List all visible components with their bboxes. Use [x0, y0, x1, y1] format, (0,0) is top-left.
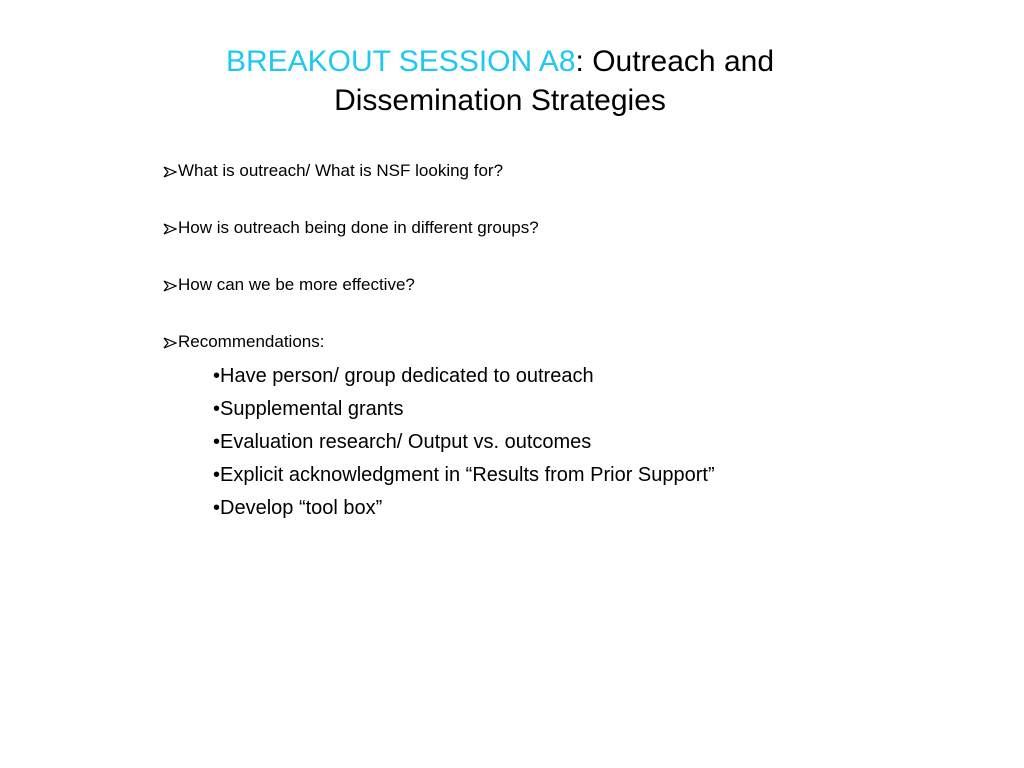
bullet-text: How can we be more effective? — [178, 275, 415, 294]
bullet-item — [163, 160, 503, 182]
arrow-bullet-icon — [163, 160, 178, 182]
recommendation-item: •Evaluation research/ Output vs. outcomes — [213, 431, 592, 453]
recommendations-list — [213, 360, 715, 525]
recommendation-item: •Supplemental grants — [213, 398, 404, 420]
bullet-text: Recommendations: — [178, 332, 325, 351]
recommendation-item: •Have person/ group dedicated to outreach — [213, 365, 594, 387]
slide-title — [120, 42, 880, 120]
arrow-bullet-icon — [163, 331, 178, 353]
bullet-item — [163, 217, 539, 239]
arrow-bullet-icon — [163, 274, 178, 296]
bullet-item — [163, 274, 415, 296]
bullet-text: How is outreach being done in different groups? — [178, 218, 539, 237]
arrow-bullet-icon — [163, 217, 178, 239]
title-highlight: BREAKOUT SESSION A8 — [225, 45, 576, 78]
bullet-text: What is outreach/ What is NSF looking for? — [178, 161, 504, 180]
bullet-item — [163, 331, 324, 353]
title-line-2: Dissemination Strategies — [334, 84, 666, 117]
recommendation-item: •Explicit acknowledgment in “Results from Prior Support” — [213, 464, 715, 486]
title-rest: : Outreach and — [575, 45, 775, 78]
recommendation-item: •Develop “tool box” — [213, 497, 383, 519]
